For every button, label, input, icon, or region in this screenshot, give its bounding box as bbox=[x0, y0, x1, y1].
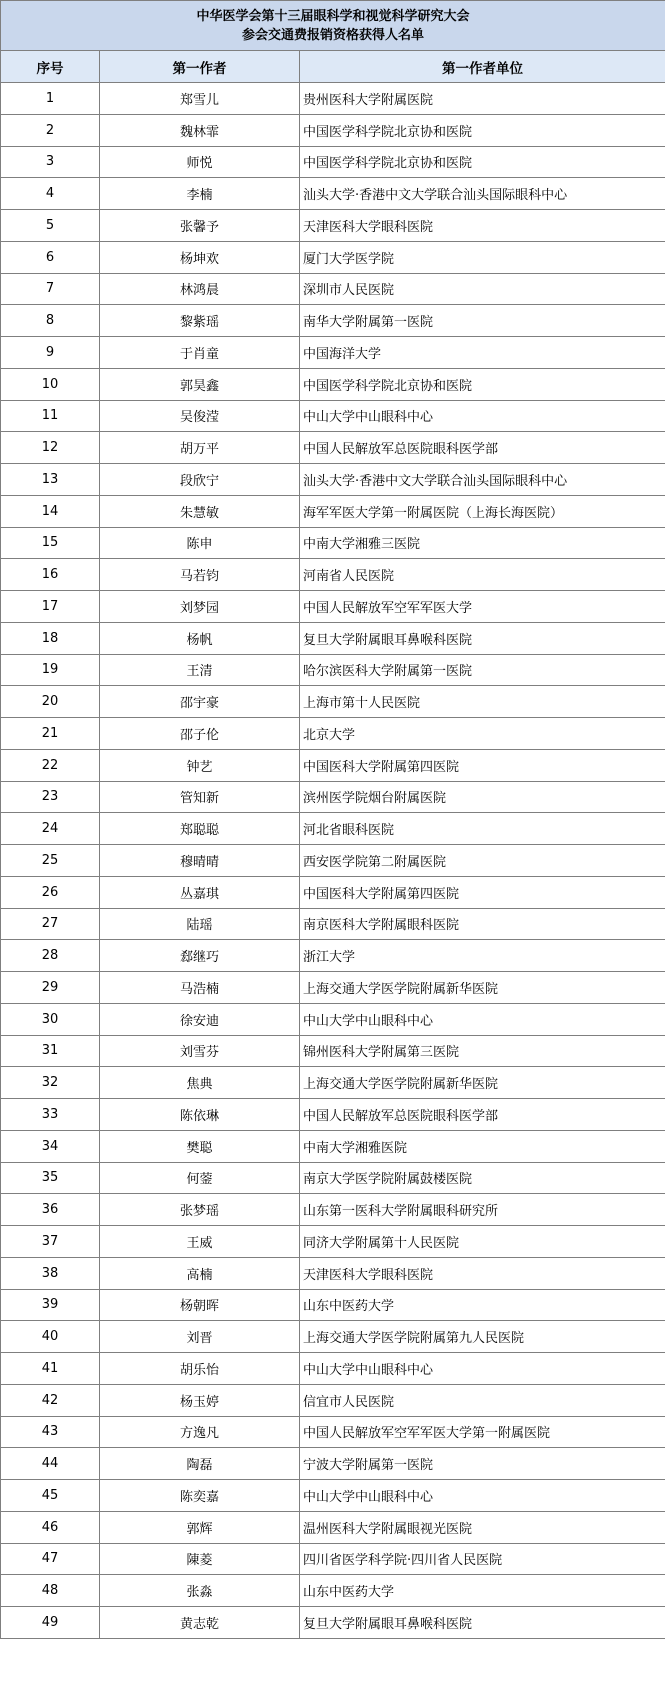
cell-serial-number: 3 bbox=[1, 146, 100, 178]
cell-serial-number: 27 bbox=[1, 908, 100, 940]
cell-author-institution: 中国人民解放军空军军医大学第一附属医院 bbox=[300, 1416, 665, 1448]
table-row bbox=[1, 908, 665, 940]
cell-author-institution: 上海交通大学医学院附属新华医院 bbox=[300, 972, 665, 1004]
cell-serial-number: 40 bbox=[1, 1321, 100, 1353]
cell-serial-number: 29 bbox=[1, 972, 100, 1004]
cell-serial-number: 18 bbox=[1, 622, 100, 654]
cell-first-author: 陳菱 bbox=[100, 1543, 300, 1575]
cell-serial-number: 42 bbox=[1, 1384, 100, 1416]
table-row bbox=[1, 1003, 665, 1035]
cell-author-institution: 四川省医学科学院·四川省人民医院 bbox=[300, 1543, 665, 1575]
cell-author-institution: 中国医学科学院北京协和医院 bbox=[300, 114, 665, 146]
cell-author-institution: 滨州医学院烟台附属医院 bbox=[300, 781, 665, 813]
cell-author-institution: 天津医科大学眼科医院 bbox=[300, 1257, 665, 1289]
cell-author-institution: 西安医学院第二附属医院 bbox=[300, 845, 665, 877]
cell-serial-number: 23 bbox=[1, 781, 100, 813]
table-row bbox=[1, 1607, 665, 1639]
table-row bbox=[1, 1321, 665, 1353]
cell-serial-number: 1 bbox=[1, 83, 100, 115]
table-row bbox=[1, 432, 665, 464]
cell-serial-number: 45 bbox=[1, 1480, 100, 1512]
cell-author-institution: 中国医科大学附属第四医院 bbox=[300, 876, 665, 908]
table-row bbox=[1, 178, 665, 210]
cell-author-institution: 中山大学中山眼科中心 bbox=[300, 1480, 665, 1512]
cell-first-author: 李楠 bbox=[100, 178, 300, 210]
cell-serial-number: 32 bbox=[1, 1067, 100, 1099]
cell-author-institution: 山东中医药大学 bbox=[300, 1289, 665, 1321]
cell-author-institution: 中国人民解放军空军军医大学 bbox=[300, 591, 665, 623]
cell-first-author: 郑聪聪 bbox=[100, 813, 300, 845]
cell-first-author: 胡乐怡 bbox=[100, 1353, 300, 1385]
header-serial-number: 序号 bbox=[1, 51, 100, 83]
cell-first-author: 马若钧 bbox=[100, 559, 300, 591]
title-line-1: 中华医学会第十三届眼科学和视觉科学研究大会 bbox=[196, 8, 470, 24]
cell-serial-number: 12 bbox=[1, 432, 100, 464]
cell-serial-number: 16 bbox=[1, 559, 100, 591]
cell-first-author: 高楠 bbox=[100, 1257, 300, 1289]
cell-first-author: 朱慧敏 bbox=[100, 495, 300, 527]
cell-first-author: 陈奕嘉 bbox=[100, 1480, 300, 1512]
table-row bbox=[1, 972, 665, 1004]
table-row bbox=[1, 273, 665, 305]
cell-author-institution: 锦州医科大学附属第三医院 bbox=[300, 1035, 665, 1067]
cell-serial-number: 17 bbox=[1, 591, 100, 623]
cell-serial-number: 8 bbox=[1, 305, 100, 337]
cell-serial-number: 48 bbox=[1, 1575, 100, 1607]
cell-author-institution: 山东第一医科大学附属眼科研究所 bbox=[300, 1194, 665, 1226]
cell-first-author: 胡万平 bbox=[100, 432, 300, 464]
cell-author-institution: 北京大学 bbox=[300, 718, 665, 750]
cell-first-author: 黄志乾 bbox=[100, 1607, 300, 1639]
cell-author-institution: 汕头大学·香港中文大学联合汕头国际眼科中心 bbox=[300, 464, 665, 496]
table-row bbox=[1, 1257, 665, 1289]
cell-first-author: 师悦 bbox=[100, 146, 300, 178]
cell-first-author: 黎紫瑶 bbox=[100, 305, 300, 337]
cell-author-institution: 上海交通大学医学院附属第九人民医院 bbox=[300, 1321, 665, 1353]
cell-author-institution: 中山大学中山眼科中心 bbox=[300, 400, 665, 432]
table-row bbox=[1, 241, 665, 273]
table-row bbox=[1, 1384, 665, 1416]
table-row bbox=[1, 718, 665, 750]
cell-first-author: 樊聪 bbox=[100, 1130, 300, 1162]
cell-serial-number: 13 bbox=[1, 464, 100, 496]
cell-serial-number: 46 bbox=[1, 1511, 100, 1543]
cell-serial-number: 30 bbox=[1, 1003, 100, 1035]
cell-author-institution: 河北省眼科医院 bbox=[300, 813, 665, 845]
cell-first-author: 方逸凡 bbox=[100, 1416, 300, 1448]
cell-first-author: 郄继巧 bbox=[100, 940, 300, 972]
table-row bbox=[1, 83, 665, 115]
cell-serial-number: 22 bbox=[1, 749, 100, 781]
cell-first-author: 焦典 bbox=[100, 1067, 300, 1099]
cell-serial-number: 10 bbox=[1, 368, 100, 400]
table-row bbox=[1, 1575, 665, 1607]
table-row bbox=[1, 1511, 665, 1543]
cell-author-institution: 中国人民解放军总医院眼科医学部 bbox=[300, 1099, 665, 1131]
cell-serial-number: 37 bbox=[1, 1226, 100, 1258]
table-row bbox=[1, 368, 665, 400]
table-row bbox=[1, 1130, 665, 1162]
cell-author-institution: 复旦大学附属眼耳鼻喉科医院 bbox=[300, 1607, 665, 1639]
table-row bbox=[1, 1416, 665, 1448]
table-row bbox=[1, 1067, 665, 1099]
cell-first-author: 穆晴晴 bbox=[100, 845, 300, 877]
table-row bbox=[1, 749, 665, 781]
cell-first-author: 杨朝晖 bbox=[100, 1289, 300, 1321]
cell-first-author: 杨帆 bbox=[100, 622, 300, 654]
cell-serial-number: 31 bbox=[1, 1035, 100, 1067]
cell-serial-number: 15 bbox=[1, 527, 100, 559]
table-row bbox=[1, 1353, 665, 1385]
table-row bbox=[1, 781, 665, 813]
cell-first-author: 杨坤欢 bbox=[100, 241, 300, 273]
table-row bbox=[1, 1162, 665, 1194]
cell-serial-number: 39 bbox=[1, 1289, 100, 1321]
table-row bbox=[1, 495, 665, 527]
table-row bbox=[1, 813, 665, 845]
cell-author-institution: 南京大学医学院附属鼓楼医院 bbox=[300, 1162, 665, 1194]
cell-first-author: 王清 bbox=[100, 654, 300, 686]
cell-author-institution: 山东中医药大学 bbox=[300, 1575, 665, 1607]
title-line-2: 参会交通费报销资格获得人名单 bbox=[242, 27, 425, 43]
cell-author-institution: 上海市第十人民医院 bbox=[300, 686, 665, 718]
cell-first-author: 吴俊滢 bbox=[100, 400, 300, 432]
cell-author-institution: 河南省人民医院 bbox=[300, 559, 665, 591]
table-row bbox=[1, 1226, 665, 1258]
cell-first-author: 刘雪芬 bbox=[100, 1035, 300, 1067]
cell-serial-number: 35 bbox=[1, 1162, 100, 1194]
cell-author-institution: 中国海洋大学 bbox=[300, 337, 665, 369]
cell-first-author: 刘梦园 bbox=[100, 591, 300, 623]
cell-serial-number: 43 bbox=[1, 1416, 100, 1448]
cell-serial-number: 47 bbox=[1, 1543, 100, 1575]
cell-author-institution: 中国人民解放军总医院眼科医学部 bbox=[300, 432, 665, 464]
table-row bbox=[1, 210, 665, 242]
header-first-author: 第一作者 bbox=[100, 51, 300, 83]
cell-serial-number: 20 bbox=[1, 686, 100, 718]
table-row bbox=[1, 1289, 665, 1321]
header-row bbox=[1, 51, 665, 83]
cell-first-author: 邵宇豪 bbox=[100, 686, 300, 718]
table-row bbox=[1, 114, 665, 146]
cell-author-institution: 海军军医大学第一附属医院（上海长海医院） bbox=[300, 495, 665, 527]
cell-serial-number: 11 bbox=[1, 400, 100, 432]
header-author-institution: 第一作者单位 bbox=[300, 51, 665, 83]
cell-author-institution: 天津医科大学眼科医院 bbox=[300, 210, 665, 242]
cell-serial-number: 19 bbox=[1, 654, 100, 686]
cell-serial-number: 14 bbox=[1, 495, 100, 527]
cell-serial-number: 28 bbox=[1, 940, 100, 972]
cell-author-institution: 中国医科大学附属第四医院 bbox=[300, 749, 665, 781]
cell-serial-number: 36 bbox=[1, 1194, 100, 1226]
cell-serial-number: 33 bbox=[1, 1099, 100, 1131]
cell-first-author: 郑雪儿 bbox=[100, 83, 300, 115]
cell-serial-number: 7 bbox=[1, 273, 100, 305]
cell-first-author: 陶磊 bbox=[100, 1448, 300, 1480]
cell-author-institution: 温州医科大学附属眼视光医院 bbox=[300, 1511, 665, 1543]
table-row bbox=[1, 1448, 665, 1480]
table-row bbox=[1, 464, 665, 496]
table-row bbox=[1, 527, 665, 559]
cell-author-institution: 南华大学附属第一医院 bbox=[300, 305, 665, 337]
cell-serial-number: 26 bbox=[1, 876, 100, 908]
cell-author-institution: 上海交通大学医学院附属新华医院 bbox=[300, 1067, 665, 1099]
cell-author-institution: 浙江大学 bbox=[300, 940, 665, 972]
cell-first-author: 徐安迪 bbox=[100, 1003, 300, 1035]
cell-author-institution: 同济大学附属第十人民医院 bbox=[300, 1226, 665, 1258]
table-row bbox=[1, 686, 665, 718]
table-row bbox=[1, 1099, 665, 1131]
cell-serial-number: 2 bbox=[1, 114, 100, 146]
table-row bbox=[1, 1194, 665, 1226]
cell-first-author: 杨玉婷 bbox=[100, 1384, 300, 1416]
cell-author-institution: 厦门大学医学院 bbox=[300, 241, 665, 273]
table-row bbox=[1, 1480, 665, 1512]
table-body bbox=[1, 83, 665, 1639]
cell-author-institution: 南京医科大学附属眼科医院 bbox=[300, 908, 665, 940]
table-row bbox=[1, 400, 665, 432]
table-title bbox=[1, 1, 665, 51]
table-row bbox=[1, 845, 665, 877]
table-row bbox=[1, 876, 665, 908]
cell-serial-number: 21 bbox=[1, 718, 100, 750]
cell-author-institution: 汕头大学·香港中文大学联合汕头国际眼科中心 bbox=[300, 178, 665, 210]
cell-first-author: 马浩楠 bbox=[100, 972, 300, 1004]
cell-first-author: 郭辉 bbox=[100, 1511, 300, 1543]
cell-first-author: 陆瑶 bbox=[100, 908, 300, 940]
table-row bbox=[1, 940, 665, 972]
cell-serial-number: 44 bbox=[1, 1448, 100, 1480]
table-row bbox=[1, 559, 665, 591]
cell-first-author: 张馨予 bbox=[100, 210, 300, 242]
cell-author-institution: 哈尔滨医科大学附属第一医院 bbox=[300, 654, 665, 686]
cell-serial-number: 4 bbox=[1, 178, 100, 210]
table-row bbox=[1, 1035, 665, 1067]
cell-first-author: 刘晋 bbox=[100, 1321, 300, 1353]
cell-serial-number: 5 bbox=[1, 210, 100, 242]
cell-serial-number: 6 bbox=[1, 241, 100, 273]
cell-first-author: 钟艺 bbox=[100, 749, 300, 781]
table-row bbox=[1, 622, 665, 654]
cell-first-author: 陈申 bbox=[100, 527, 300, 559]
cell-first-author: 魏林霏 bbox=[100, 114, 300, 146]
table-row bbox=[1, 146, 665, 178]
cell-author-institution: 信宜市人民医院 bbox=[300, 1384, 665, 1416]
cell-first-author: 段欣宁 bbox=[100, 464, 300, 496]
cell-first-author: 邵子伦 bbox=[100, 718, 300, 750]
cell-author-institution: 中山大学中山眼科中心 bbox=[300, 1353, 665, 1385]
cell-first-author: 林鸿晨 bbox=[100, 273, 300, 305]
cell-author-institution: 宁波大学附属第一医院 bbox=[300, 1448, 665, 1480]
table-row bbox=[1, 654, 665, 686]
title-row bbox=[1, 1, 665, 51]
cell-serial-number: 49 bbox=[1, 1607, 100, 1639]
cell-serial-number: 34 bbox=[1, 1130, 100, 1162]
cell-first-author: 丛嘉琪 bbox=[100, 876, 300, 908]
cell-first-author: 王威 bbox=[100, 1226, 300, 1258]
cell-first-author: 郭昊鑫 bbox=[100, 368, 300, 400]
cell-first-author: 管知新 bbox=[100, 781, 300, 813]
cell-first-author: 张淼 bbox=[100, 1575, 300, 1607]
cell-first-author: 张梦瑶 bbox=[100, 1194, 300, 1226]
cell-author-institution: 中山大学中山眼科中心 bbox=[300, 1003, 665, 1035]
cell-author-institution: 深圳市人民医院 bbox=[300, 273, 665, 305]
cell-author-institution: 贵州医科大学附属医院 bbox=[300, 83, 665, 115]
cell-serial-number: 38 bbox=[1, 1257, 100, 1289]
cell-serial-number: 24 bbox=[1, 813, 100, 845]
cell-first-author: 于肖童 bbox=[100, 337, 300, 369]
cell-author-institution: 中南大学湘雅医院 bbox=[300, 1130, 665, 1162]
table-row bbox=[1, 337, 665, 369]
table-row bbox=[1, 1543, 665, 1575]
cell-serial-number: 25 bbox=[1, 845, 100, 877]
table-row bbox=[1, 305, 665, 337]
cell-first-author: 陈依琳 bbox=[100, 1099, 300, 1131]
cell-author-institution: 中南大学湘雅三医院 bbox=[300, 527, 665, 559]
cell-serial-number: 41 bbox=[1, 1353, 100, 1385]
cell-author-institution: 中国医学科学院北京协和医院 bbox=[300, 368, 665, 400]
cell-author-institution: 复旦大学附属眼耳鼻喉科医院 bbox=[300, 622, 665, 654]
cell-author-institution: 中国医学科学院北京协和医院 bbox=[300, 146, 665, 178]
table-row bbox=[1, 591, 665, 623]
cell-serial-number: 9 bbox=[1, 337, 100, 369]
cell-first-author: 何蓥 bbox=[100, 1162, 300, 1194]
